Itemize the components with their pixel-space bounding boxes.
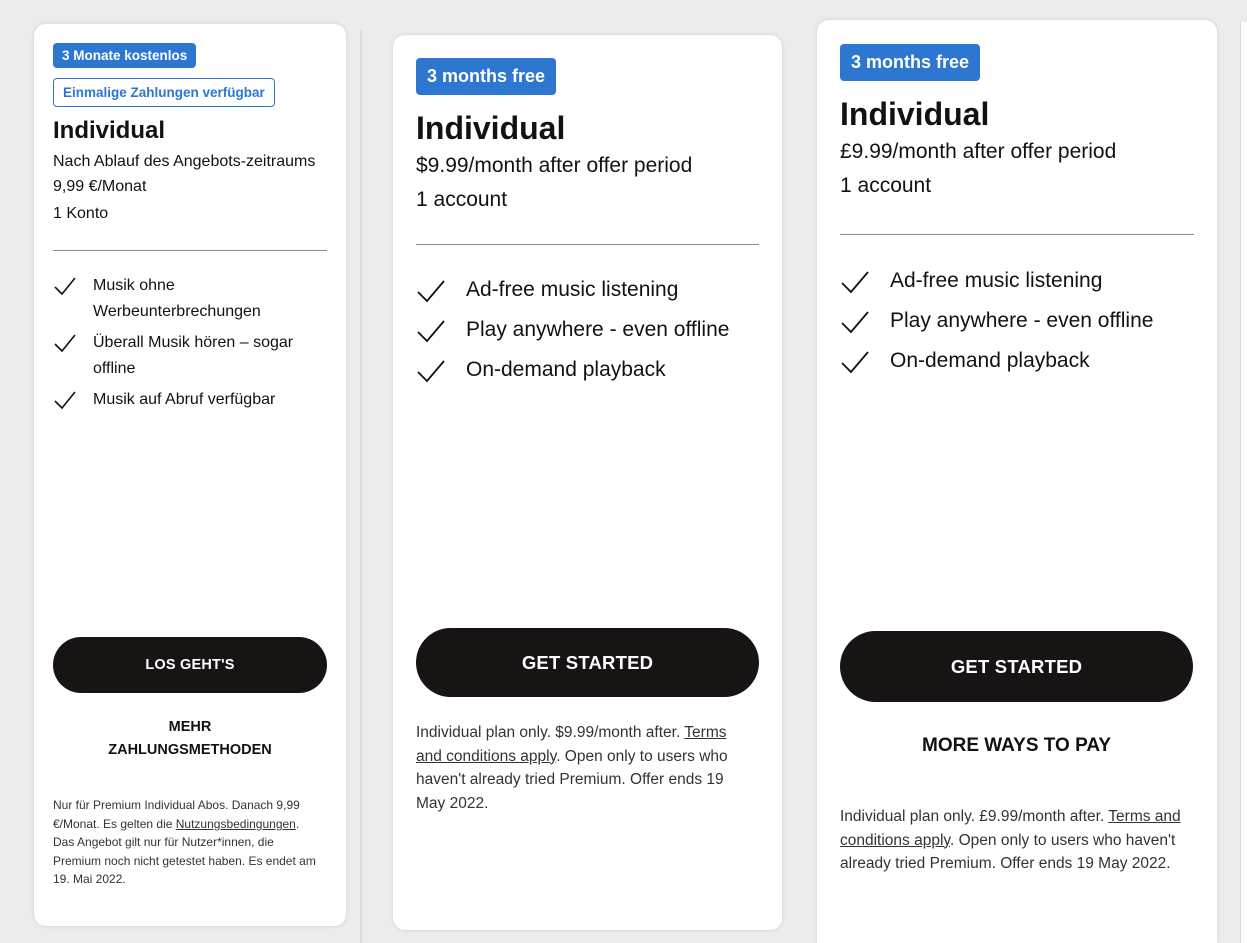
- plan-divider: [416, 244, 759, 245]
- one-time-payment-badge: Einmalige Zahlungen verfügbar: [53, 78, 275, 107]
- feature-item: [53, 330, 327, 382]
- get-started-button[interactable]: LOS GEHT'S: [53, 637, 327, 693]
- check-icon: [416, 358, 446, 384]
- get-started-button[interactable]: GET STARTED: [840, 631, 1193, 702]
- next-card-edge: [1240, 22, 1247, 943]
- legal-text: [53, 796, 323, 889]
- feature-list: [416, 274, 759, 386]
- plan-card-de: [34, 24, 346, 926]
- column-divider: [360, 30, 362, 943]
- plan-title: Individual: [53, 117, 166, 144]
- check-icon: [416, 278, 446, 304]
- feature-item: [53, 387, 327, 413]
- feature-item: [416, 354, 759, 386]
- terms-link[interactable]: Nutzungsbedingungen: [175, 816, 296, 831]
- legal-text-post: . Das Angebot gilt nur für Nutzer*innen, die Premium noch nicht getestet haben. Es endet am 19. Mai 2022.: [53, 816, 316, 886]
- plan-price: $9.99/month after offer period: [416, 154, 693, 177]
- terms-link[interactable]: Terms and conditions apply: [840, 808, 1181, 849]
- terms-link[interactable]: Terms and conditions apply: [416, 724, 727, 765]
- feature-list: [840, 265, 1194, 377]
- legal-text-pre: Nur für Premium Individual Abos. Danach 9,99 €/Monat. Es gelten die: [53, 798, 300, 831]
- feature-label: On-demand playback: [466, 358, 666, 381]
- feature-item: [416, 274, 759, 306]
- feature-label: Ad-free music listening: [890, 269, 1103, 292]
- feature-label: Play anywhere - even offline: [466, 318, 730, 341]
- plan-title: Individual: [416, 110, 566, 146]
- legal-text-post: . Open only to users who haven't already tried Premium. Offer ends 19 May 2022.: [416, 747, 728, 812]
- more-payment-methods-label-2: ZAHLUNGSMETHODEN: [108, 742, 272, 758]
- plan-divider: [53, 250, 327, 251]
- plan-divider: [840, 234, 1194, 235]
- plan-card-uk: [817, 20, 1217, 943]
- check-icon: [840, 269, 870, 295]
- feature-label: On-demand playback: [890, 349, 1090, 372]
- check-icon: [53, 332, 77, 354]
- feature-label: Play anywhere - even offline: [890, 309, 1154, 332]
- get-started-button[interactable]: GET STARTED: [416, 628, 759, 697]
- plan-price: £9.99/month after offer period: [840, 140, 1117, 163]
- legal-text-pre: Individual plan only. £9.99/month after.: [840, 808, 1109, 825]
- feature-item: [840, 265, 1194, 297]
- legal-text-post: . Open only to users who haven't already tried Premium. Offer ends 19 May 2022.: [840, 831, 1176, 872]
- plan-title: Individual: [840, 96, 990, 132]
- feature-item: [840, 345, 1194, 377]
- check-icon: [840, 349, 870, 375]
- offer-badge: 3 Monate kostenlos: [53, 43, 196, 68]
- feature-item: [840, 305, 1194, 337]
- plan-accounts: 1 account: [416, 188, 508, 211]
- feature-list: [53, 273, 327, 413]
- legal-text-pre: Individual plan only. $9.99/month after.: [416, 724, 685, 741]
- more-ways-to-pay-link[interactable]: MORE WAYS TO PAY: [922, 735, 1111, 756]
- offer-badge: 3 months free: [416, 58, 556, 95]
- check-icon: [416, 318, 446, 344]
- feature-item: [53, 273, 327, 325]
- legal-text: [416, 721, 756, 815]
- feature-label: Musik auf Abruf verfügbar: [93, 391, 276, 408]
- feature-label: Ad-free music listening: [466, 278, 679, 301]
- plan-accounts: 1 Konto: [53, 205, 109, 222]
- check-icon: [53, 275, 77, 297]
- plan-card-us: [393, 35, 782, 930]
- more-payment-methods-link[interactable]: [53, 716, 327, 762]
- more-payment-methods-label-1: MEHR: [168, 719, 212, 735]
- check-icon: [840, 309, 870, 335]
- legal-text: [840, 805, 1190, 876]
- plan-price: Nach Ablauf des Angebots-zeitraums 9,99 €/Monat: [53, 153, 316, 195]
- feature-label: Musik ohne Werbeunterbrechungen: [93, 277, 261, 320]
- feature-label: Überall Musik hören – sogar offline: [93, 334, 294, 377]
- offer-badge: 3 months free: [840, 44, 980, 81]
- plan-accounts: 1 account: [840, 174, 932, 197]
- feature-item: [416, 314, 759, 346]
- check-icon: [53, 389, 77, 411]
